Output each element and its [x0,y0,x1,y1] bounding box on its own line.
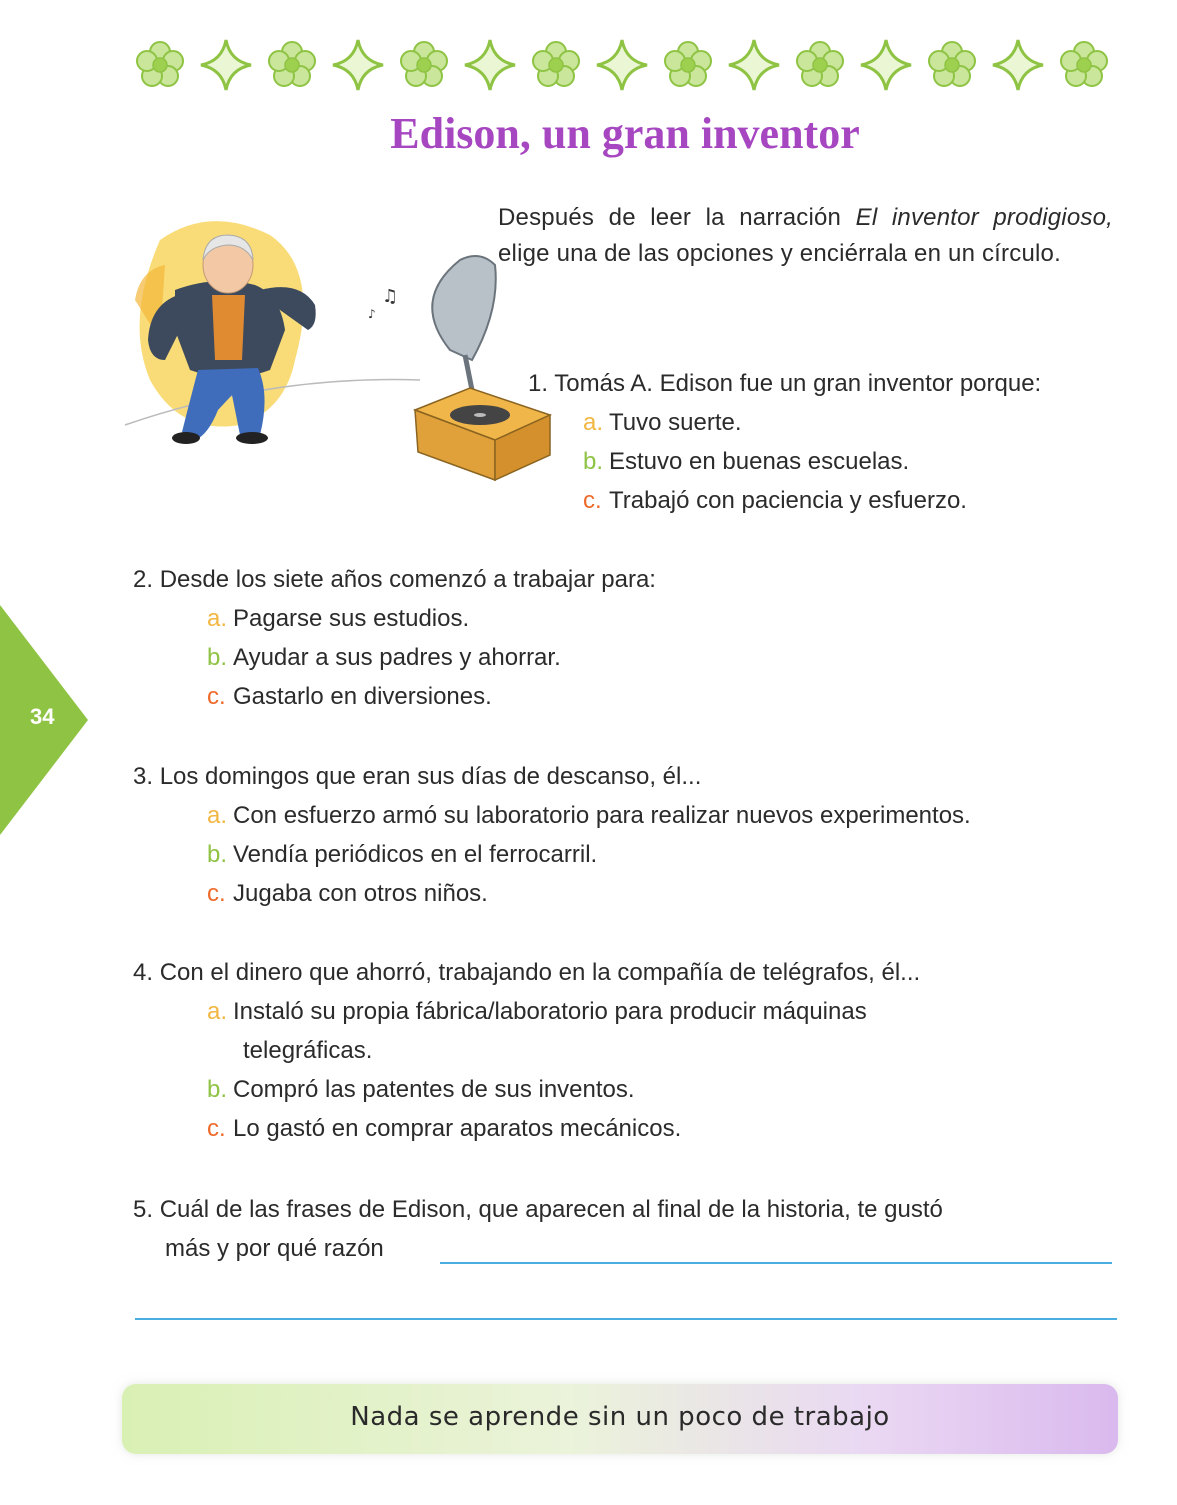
option-text: Con esfuerzo armó su laboratorio para realizar nuevos experimentos. [233,802,971,829]
question-1-number: 1. [528,370,549,397]
option-letter: c. [207,880,226,907]
question-2-stem [133,560,1123,599]
option-letter: b. [583,448,604,475]
instructions-text-end: elige una de las opciones y enciérrala en un círculo. [498,240,1061,267]
question-1-option-b[interactable] [528,442,1128,481]
option-letter: b. [207,644,228,671]
question-4 [133,953,1123,1148]
option-letter: c. [583,487,602,514]
option-letter: b. [207,1076,228,1103]
page-title: Edison, un gran inventor [390,109,860,158]
question-3-option-c[interactable] [133,874,1123,913]
svg-text:♪: ♪ [368,307,376,321]
question-4-option-b[interactable] [133,1070,1123,1109]
option-text: Instaló su propia fábrica/laboratorio para producir máquinas [233,998,867,1025]
question-3-number: 3. [133,763,154,790]
question-2-number: 2. [133,566,154,593]
question-5-stem [133,1190,1123,1229]
answer-line-1[interactable] [440,1262,1112,1264]
option-text: Tuvo suerte. [609,409,742,436]
option-text: Pagarse sus estudios. [233,605,470,632]
motto-text: Nada se aprende sin un poco de trabajo [350,1402,890,1432]
option-letter: c. [207,1115,226,1142]
question-2 [133,560,1123,716]
instructions-paragraph [498,200,1113,272]
motto-banner [122,1384,1118,1454]
option-letter: a. [207,802,228,829]
question-2-option-b[interactable] [133,638,1123,677]
question-5-text-line1: Cuál de las frases de Edison, que aparecen al final de la historia, te gustó [159,1196,943,1223]
page-number: 34 [30,704,55,729]
instructions-text-start: Después de leer la narración [498,204,856,231]
question-1-option-c[interactable] [528,481,1128,520]
question-4-option-a[interactable] [133,992,1123,1031]
option-text: Jugaba con otros niños. [233,880,488,907]
question-1-stem [528,364,1128,403]
option-text: Trabajó con paciencia y esfuerzo. [609,487,967,514]
question-2-option-c[interactable] [133,677,1123,716]
story-title: El inventor prodigioso, [855,204,1113,231]
option-letter: a. [207,605,228,632]
option-text: Vendía periódicos en el ferrocarril. [233,841,598,868]
option-text: Compró las patentes de sus inventos. [233,1076,635,1103]
option-text: Estuvo en buenas escuelas. [609,448,910,475]
option-letter: b. [207,841,228,868]
option-letter: c. [207,683,226,710]
question-3 [133,757,1123,913]
question-3-option-b[interactable] [133,835,1123,874]
question-5-text-line2: más y por qué razón [165,1235,384,1262]
answer-line-2[interactable] [135,1318,1117,1320]
question-4-option-c[interactable] [133,1109,1123,1148]
question-3-option-a[interactable] [133,796,1123,835]
question-5-number: 5. [133,1196,154,1223]
option-text: Ayudar a sus padres y ahorrar. [233,644,561,671]
question-4-text: Con el dinero que ahorró, trabajando en la compañía de telégrafos, él... [159,959,921,986]
question-2-text: Desde los siete años comenzó a trabajar para: [159,566,656,593]
option-letter: a. [207,998,228,1025]
option-letter: a. [583,409,604,436]
svg-text:♫: ♫ [382,286,399,307]
question-1-option-a[interactable] [528,403,1128,442]
edison-phonograph-illustration [120,210,560,500]
question-1 [528,364,1128,520]
option-text: Lo gastó en comprar aparatos mecánicos. [233,1115,682,1142]
question-2-option-a[interactable] [133,599,1123,638]
question-5 [133,1190,1123,1268]
question-4-number: 4. [133,959,154,986]
question-4-stem [133,953,1123,992]
question-3-stem [133,757,1123,796]
option-text: Gastarlo en diversiones. [233,683,492,710]
question-3-text: Los domingos que eran sus días de descanso, él... [159,763,702,790]
decorative-border [120,30,1120,100]
question-4-option-a-continuation: telegráficas. [243,1037,373,1064]
question-1-text: Tomás A. Edison fue un gran inventor porque: [554,370,1042,397]
